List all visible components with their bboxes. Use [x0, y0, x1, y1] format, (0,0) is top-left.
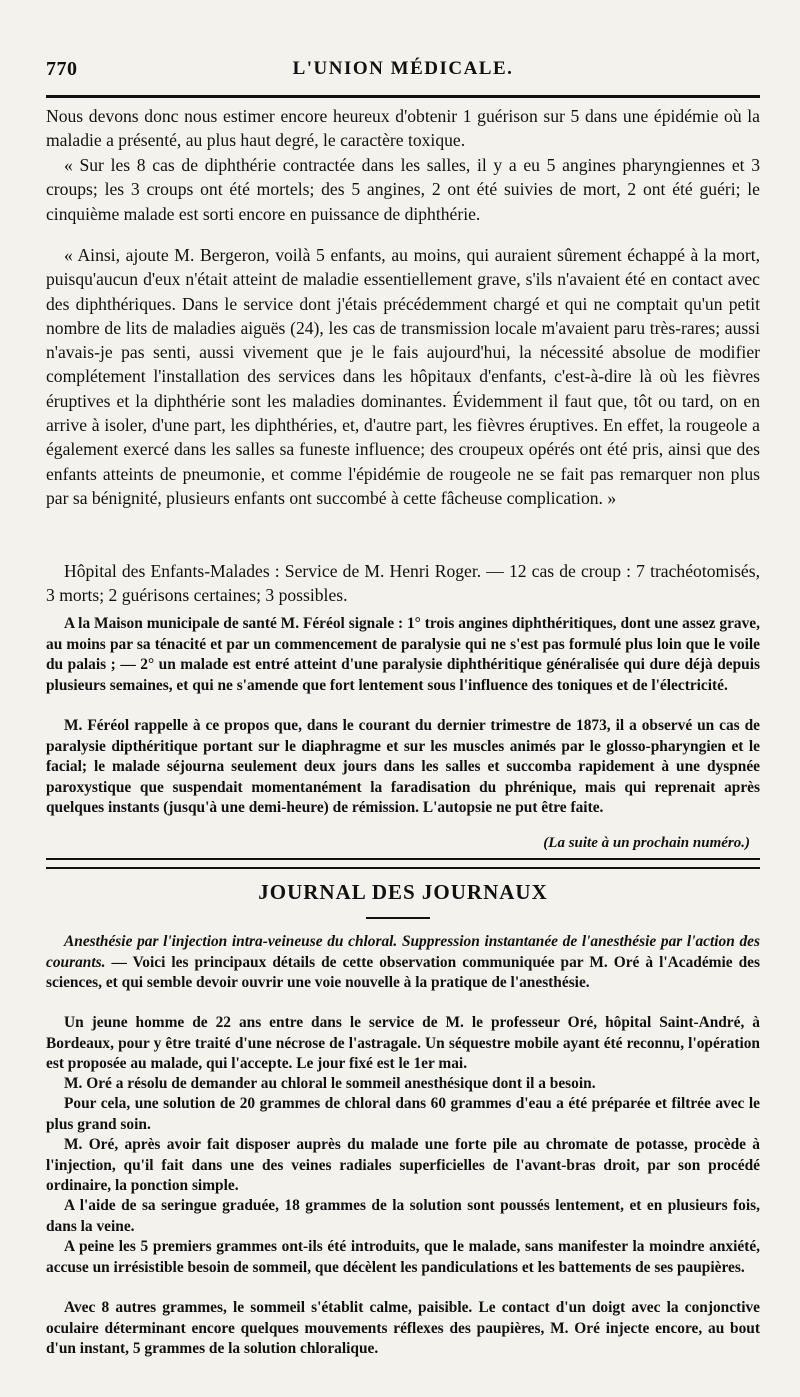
section-title-rule: [366, 917, 430, 919]
section-title: JOURNAL DES JOURNAUX: [258, 880, 548, 904]
article-intro: — Voici les principaux détails de cette observation communiquée par M. Oré à l'Académie des sciences, et qui semble devoir ouvrir une voie nouvelle à la pratique de l'anesthésie.: [46, 953, 760, 992]
journal-title: L'UNION MÉDICALE.: [292, 58, 514, 79]
continuation-note: (La suite à un prochain numéro.): [543, 835, 750, 851]
paragraph-hopital-enfants: Hôpital des Enfants-Malades : Service de M. Henri Roger. — 12 cas de croup : 7 trachéotomisés, 3 morts; 2 guérisons certaines; 3 possibles.: [46, 561, 760, 606]
paragraph-injection: M. Oré, après avoir fait disposer auprès du malade une forte pile au chromate de potasse, procède à l'injection, qu'il fait dans une des veines radiales superficielles de l'avant-bras droit, par son procédé ordinaire, la ponction simple.: [46, 1136, 760, 1195]
paragraph-bergeron-quote: « Ainsi, ajoute M. Bergeron, voilà 5 enfants, au moins, qui auraient sûrement échappé à la mort, puisqu'aucun d'eux n'était atteint de maladie essentiellement grave, s'ils n'avaient été en contact avec des diphthériques. Dans le service dont j'étais précédemment chargé et qui ne comptait qu'un petit nombre de lits de maladies aiguës (24), les cas de transmission locale m'avaient paru très-rares; aussi n'avais-je pas senti, aussi vivement que je le fais aujourd'hui, la nécessité absolue de modifier complétement l'installation des services dans les hôpitaux d'enfants, c'est-à-dire là où les fièvres éruptives et la diphthérie sont les maladies dominantes. Évidemment il faut que, tôt ou tard, on en arrive à isoler, d'une part, les diphthéries, et, d'autre part, les fièvres éruptives. En effet, la rougeole a également exercé dans les salles sa funeste influence; des croupeux opérés ont été pris, ainsi que des enfants atteints de pneumonie, et comme l'épidémie de rougeole ne se fait pas remarquer non plus par sa bénignité, plusieurs enfants ont succombé à cette fâcheuse complication. »: [46, 245, 760, 508]
paragraph-maison-municipale: A la Maison municipale de santé M. Féréol signale : 1° trois angines diphthéritiques, dont une assez grave, au moins par sa ténacité et par un commencement de paralysie qui ne s'est pas formulé plus loin que le voile du palais ; — 2° un malade est entré atteint d'une paralysie diphthéritique généralisée qui dure déjà depuis plusieurs semaines, et qui ne s'amende que fort lentement sous l'influence des toniques et de l'électricité.: [46, 615, 760, 694]
page-number: 770: [46, 58, 78, 80]
paragraph-epidemic-conclusion: Nous devons donc nous estimer encore heureux d'obtenir 1 guérison sur 5 dans une épidémie où la maladie a présenté, au plus haut degré, le caractère toxique.: [46, 106, 760, 151]
document-page: [46, 0, 760, 1397]
paragraph-chloral-decision: M. Oré a résolu de demander au chloral le sommeil anesthésique dont il a besoin.: [64, 1075, 596, 1092]
paragraph-sleep-onset: A peine les 5 premiers grammes ont-ils été introduits, que le malade, sans manifester la moindre anxiété, accuse un irrésistible besoin de sommeil, que décèlent les pandiculations et les battements de ses paupières.: [46, 1238, 760, 1276]
page-header: [46, 58, 760, 86]
paragraph-syringe: A l'aide de sa seringue graduée, 18 grammes de la solution sont poussés lentement, et en plusieurs fois, dans la veine.: [46, 1197, 760, 1235]
paragraph-diphtheria-cases: « Sur les 8 cas de diphthérie contractée dans les salles, il y a eu 5 angines pharyngiennes et 3 croups; les 3 croups ont été mortels; des 5 angines, 2 ont été suivies de mort, 2 ont été guéri; le cinquième malade est sorti encore en puissance de diphthérie.: [46, 155, 760, 224]
paragraph-additional-dose: Avec 8 autres grammes, le sommeil s'établit calme, paisible. Le contact d'un doigt avec la conjonctive oculaire déterminant encore quelques mouvements réflexes des paupières, M. Oré injecte encore, au bout d'un instant, 5 grammes de la solution chloralique.: [46, 1299, 760, 1358]
article-lead: [46, 932, 760, 994]
paragraph-patient: Un jeune homme de 22 ans entre dans le service de M. le professeur Oré, hôpital Saint-André, à Bordeaux, pour y être traité d'une nécrose de l'astragale. Un séquestre mobile ayant été reconnu, l'opération est proposée au malade, qui l'accepte. Le jour fixé est le 1er mai.: [46, 1014, 760, 1073]
paragraph-fereol-observation: M. Féréol rappelle à ce propos que, dans le courant du dernier trimestre de 1873, il a observé un cas de paralysie dipthéritique portant sur le diaphragme et sur les muscles animés par le glosso-pharyngien et le facial; le malade séjourna seulement deux jours dans les salles et succomba rapidement à une dyspnée paroxystique que suspendait momentanément la faradisation du phrénique, mais qui reprenait après quelques instants (jusqu'à une demi-heure) de rémission. L'autopsie ne put être faite.: [46, 717, 760, 817]
paragraph-solution: Pour cela, une solution de 20 grammes de chloral dans 60 grammes d'eau a été préparée et filtrée avec le plus grand soin.: [46, 1095, 760, 1133]
header-rule: [46, 95, 760, 98]
section-divider: [46, 858, 760, 869]
article-title: Anesthésie par l'injection intra-veineuse du chloral. Suppression instantanée de l'anesthésie par l'action des courants.: [46, 933, 760, 971]
